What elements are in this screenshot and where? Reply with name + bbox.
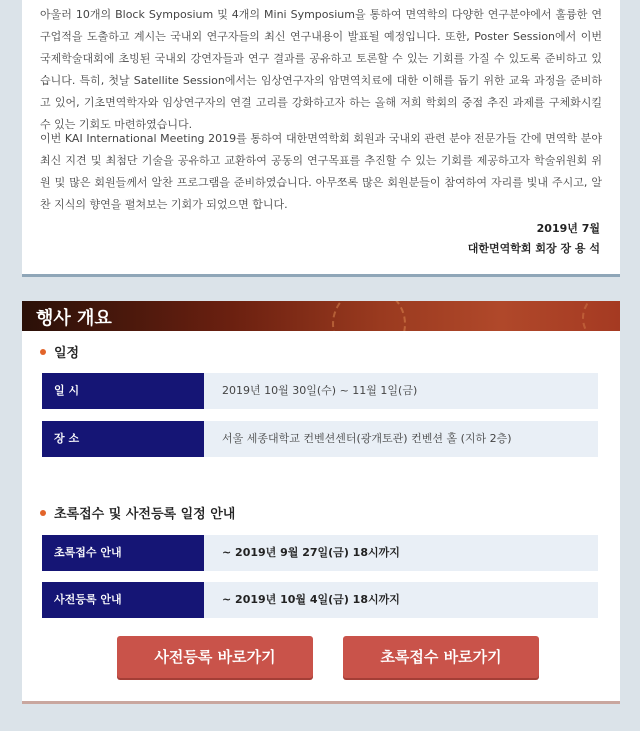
- bullet-icon: [40, 510, 46, 516]
- bullet-icon: [40, 349, 46, 355]
- registration-heading-label: 초록접수 및 사전등록 일정 안내: [54, 507, 236, 522]
- row-label: 장 소: [42, 421, 204, 457]
- schedule-row-venue: [42, 421, 598, 457]
- banner-ornament: [332, 301, 406, 331]
- row-label: 일 시: [42, 373, 204, 409]
- schedule-heading-label: 일정: [54, 346, 80, 361]
- row-value: 서울 세종대학교 컨벤션센터(광개토관) 컨벤션 홀 (지하 2층): [222, 432, 512, 445]
- row-value: ~ 2019년 10월 4일(금) 18시까지: [222, 593, 400, 606]
- greeting-paragraph-1: 아울러 10개의 Block Symposium 및 4개의 Mini Symposium을 통하여 면역학의 다양한 연구분야에서 훌륭한 연구업적을 도출하고 계시는 국내외 연구자들의 최신 연구내용이 발표될 예정입니다. 또한, Poster Session에서 이번 국제학술대회에 초빙된 국내외 강연자들과 연구 결과를 공유하고 토론할 수 있는 기회를 가질 수 있도록 준비하고 있습니다. 특히, 첫날 Satellite Session에서는 임상연구자의 암면역치료에 대한 이해를 돕기 위한 교육 과정을 준비하고 있어, 기초면역학자와 임상연구자의 연결 고리를 강화하고자 하는 올해 저희 학회의 중점 추진 과제를 구체화시킬 수 있는 기회도 마련하였습니다.: [40, 8, 602, 131]
- overview-title: 행사 개요: [36, 308, 112, 329]
- abstract-submit-button[interactable]: 초록접수 바로가기: [343, 636, 539, 678]
- event-overview-card: [22, 301, 620, 704]
- schedule-heading: [40, 342, 79, 361]
- preregister-button[interactable]: 사전등록 바로가기: [117, 636, 313, 678]
- schedule-row-date: [42, 373, 598, 409]
- row-label: 초록접수 안내: [42, 535, 204, 571]
- row-value: ~ 2019년 9월 27일(금) 18시까지: [222, 546, 400, 559]
- row-label: 사전등록 안내: [42, 582, 204, 618]
- greeting-paragraph-2: 이번 KAI International Meeting 2019를 통하여 대한면역학회 회원과 국내외 관련 분야 전문가들 간에 면역학 분야 최신 지견 및 최첨단 기술을 공유하고 교환하여 공동의 연구목표를 추진할 수 있는 기회를 제공하고자 학술위원회 위원 및 많은 회원들께서 알찬 프로그램을 준비하였습니다. 아무쪼록 많은 회원분들이 참여하여 자리를 빛내 주시고, 알찬 지식의 향연을 펼쳐보는 기회가 되었으면 합니다.: [40, 132, 602, 211]
- greeting-signature: 대한면역학회 회장 장 용 석: [467, 242, 600, 255]
- overview-banner: [22, 301, 620, 331]
- reg-row-preregister: [42, 582, 598, 618]
- reg-row-abstract: [42, 535, 598, 571]
- greeting-card: [22, 0, 620, 277]
- banner-ornament-small: [582, 301, 620, 331]
- greeting-date: 2019년 7월: [536, 222, 600, 235]
- row-value: 2019년 10월 30일(수) ~ 11월 1일(금): [222, 384, 418, 397]
- registration-heading: [40, 503, 235, 522]
